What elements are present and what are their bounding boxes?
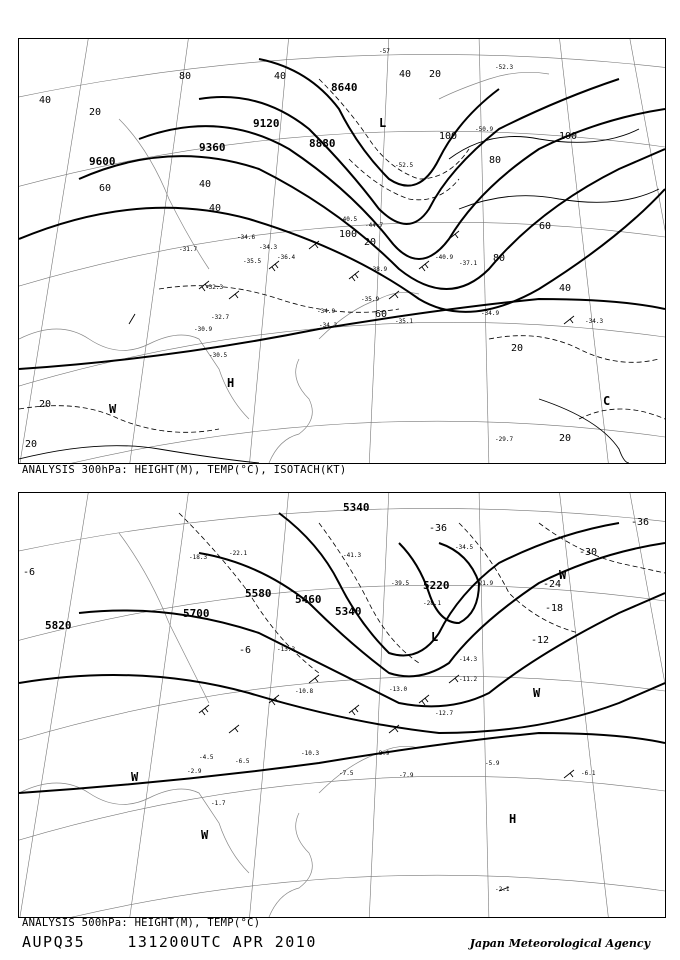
station-value: -12.7 [435,710,454,717]
temperature-label: -36.4 [277,254,296,261]
cold-center: C [603,394,611,408]
wind-barbs [129,231,574,324]
temperature-label: -34.9 [317,308,336,315]
isotach-label: 40 [199,179,212,190]
temperature-label: -34.6 [237,234,256,241]
station-value: -14.3 [459,656,478,663]
isotach-label: 80 [493,253,506,264]
station-value: -28.1 [423,600,442,607]
height-label: 9120 [253,117,280,130]
station-value: -6.1 [581,770,596,777]
chart-300hpa-caption: ANALYSIS 300hPa: HEIGHT(M), TEMP(°C), ISOTACH(KT) [22,464,347,476]
isotach-label: 80 [179,71,192,82]
station-value: -34.5 [455,544,474,551]
product-code: AUPQ35 [22,933,86,951]
isotach-label: 20 [429,69,442,80]
warm-center: W [533,686,541,700]
temperature-label: -44.7 [365,222,384,229]
station-value: -2.9 [187,768,202,775]
station-value: -7.9 [399,772,414,779]
height-label: 9600 [89,155,116,168]
height-label: 5340 [335,605,362,618]
station-value: -13.0 [389,686,408,693]
temperature-label: -35.1 [395,318,414,325]
chart-500hpa [18,492,666,918]
temperature-label: -40.9 [435,254,454,261]
isotherm-label: -6 [23,567,36,578]
height-labels [89,81,358,168]
valid-time: 131200UTC APR 2010 [127,933,317,951]
isotach-label: 100 [439,131,458,142]
temperature-label: -34.2 [319,322,338,329]
height-label: 5700 [183,607,210,620]
station-value: -11.2 [459,676,478,683]
station-value: -2.1 [495,886,510,893]
isotherm-label: -6 [239,645,252,656]
warm-center: W [559,568,567,582]
isotherm-label: -36 [631,517,650,528]
temperature-label: -57 [379,48,390,55]
isotach-label: 100 [559,131,578,142]
height-label: 5580 [245,587,272,600]
temperature-label: -34.3 [585,318,604,325]
isotach-label: 20 [39,399,52,410]
wind-barbs [199,675,574,891]
temperature-label: -32.3 [205,284,224,291]
isotherm-label: -36 [429,523,448,534]
temperature-label: -32.7 [211,314,230,321]
isotach-label: 20 [511,343,524,354]
chart-300hpa [18,38,666,464]
station-value: -13.3 [277,646,296,653]
isotach-label: 20 [559,433,572,444]
isotach-label: 60 [375,309,388,320]
station-value: -4.5 [199,754,214,761]
isotach-label: 80 [489,155,502,166]
height-label: 8880 [309,137,336,150]
chart-500hpa-canvas [19,493,665,917]
temperature-label: -31.7 [179,246,198,253]
height-label: 9360 [199,141,226,154]
chart-500hpa-caption: ANALYSIS 500hPa: HEIGHT(M), TEMP(°C) [22,917,261,929]
warm-center: W [109,402,117,416]
station-value: -39.5 [391,580,410,587]
isotherm-label: -30 [579,547,598,558]
station-value: -5.9 [485,760,500,767]
station-value: -22.1 [229,550,248,557]
temperature-label: -38.9 [369,266,388,273]
isotherm-label: -12 [531,635,550,646]
isotach-label: 40 [39,95,52,106]
temperature-label: -29.7 [495,436,514,443]
isotherm-label: -24 [543,579,562,590]
isotherm-labels [23,517,649,656]
chart-300hpa-canvas [19,39,665,463]
height-label: 8640 [331,81,358,94]
station-value: -7.5 [339,770,354,777]
height-label: 5220 [423,579,450,592]
isotach-label: 40 [559,283,572,294]
station-value: -6.5 [235,758,250,765]
pressure-system-markers [109,116,610,416]
temperature-label: -35.5 [243,258,262,265]
station-value: -10.8 [295,688,314,695]
temperature-label: -52.3 [495,64,514,71]
station-value: -41.3 [343,552,362,559]
isotach-label: 20 [364,237,377,248]
height-contours [19,59,665,369]
temperature-label: -50.9 [475,126,494,133]
isotach-label: 60 [99,183,112,194]
height-label: 5460 [295,593,322,606]
isotach-label: 40 [399,69,412,80]
temperature-label: -52.5 [395,162,414,169]
temperature-label: -40.5 [339,216,358,223]
isotach-label: 40 [274,71,287,82]
high-center: H [227,376,235,390]
product-id [22,933,317,951]
temperature-label: -35.9 [361,296,380,303]
temperature-label: -34.9 [481,310,500,317]
isotach-label: 100 [339,229,358,240]
isotach-label: 60 [539,221,552,232]
temperature-label: -34.3 [259,244,278,251]
temperature-label: -30.9 [194,326,213,333]
station-value: -10.3 [301,750,320,757]
isotach-label: 20 [89,107,102,118]
station-value: -21.9 [475,580,494,587]
temperature-label: -30.5 [209,352,228,359]
height-label: 5820 [45,619,72,632]
agency-name: Japan Meteorological Agency [469,937,650,950]
height-label: 5340 [343,501,370,514]
coastline [19,533,419,917]
station-value: -1.7 [211,800,226,807]
isotach-label: 40 [209,203,222,214]
warm-center: W [131,770,139,784]
station-value: -18.3 [189,554,208,561]
low-center: L [431,630,439,644]
high-center: H [509,812,517,826]
graticule [19,39,665,463]
height-contours [19,513,665,793]
coastline [19,72,552,463]
isotherm-label: -18 [545,603,564,614]
low-center: L [379,116,387,130]
warm-center: W [201,828,209,842]
isotach-label: 20 [25,439,38,450]
station-value: -8.9 [375,750,390,757]
temperature-labels [179,48,603,443]
temperature-label: -37.1 [459,260,478,267]
isotach-labels [25,69,577,450]
